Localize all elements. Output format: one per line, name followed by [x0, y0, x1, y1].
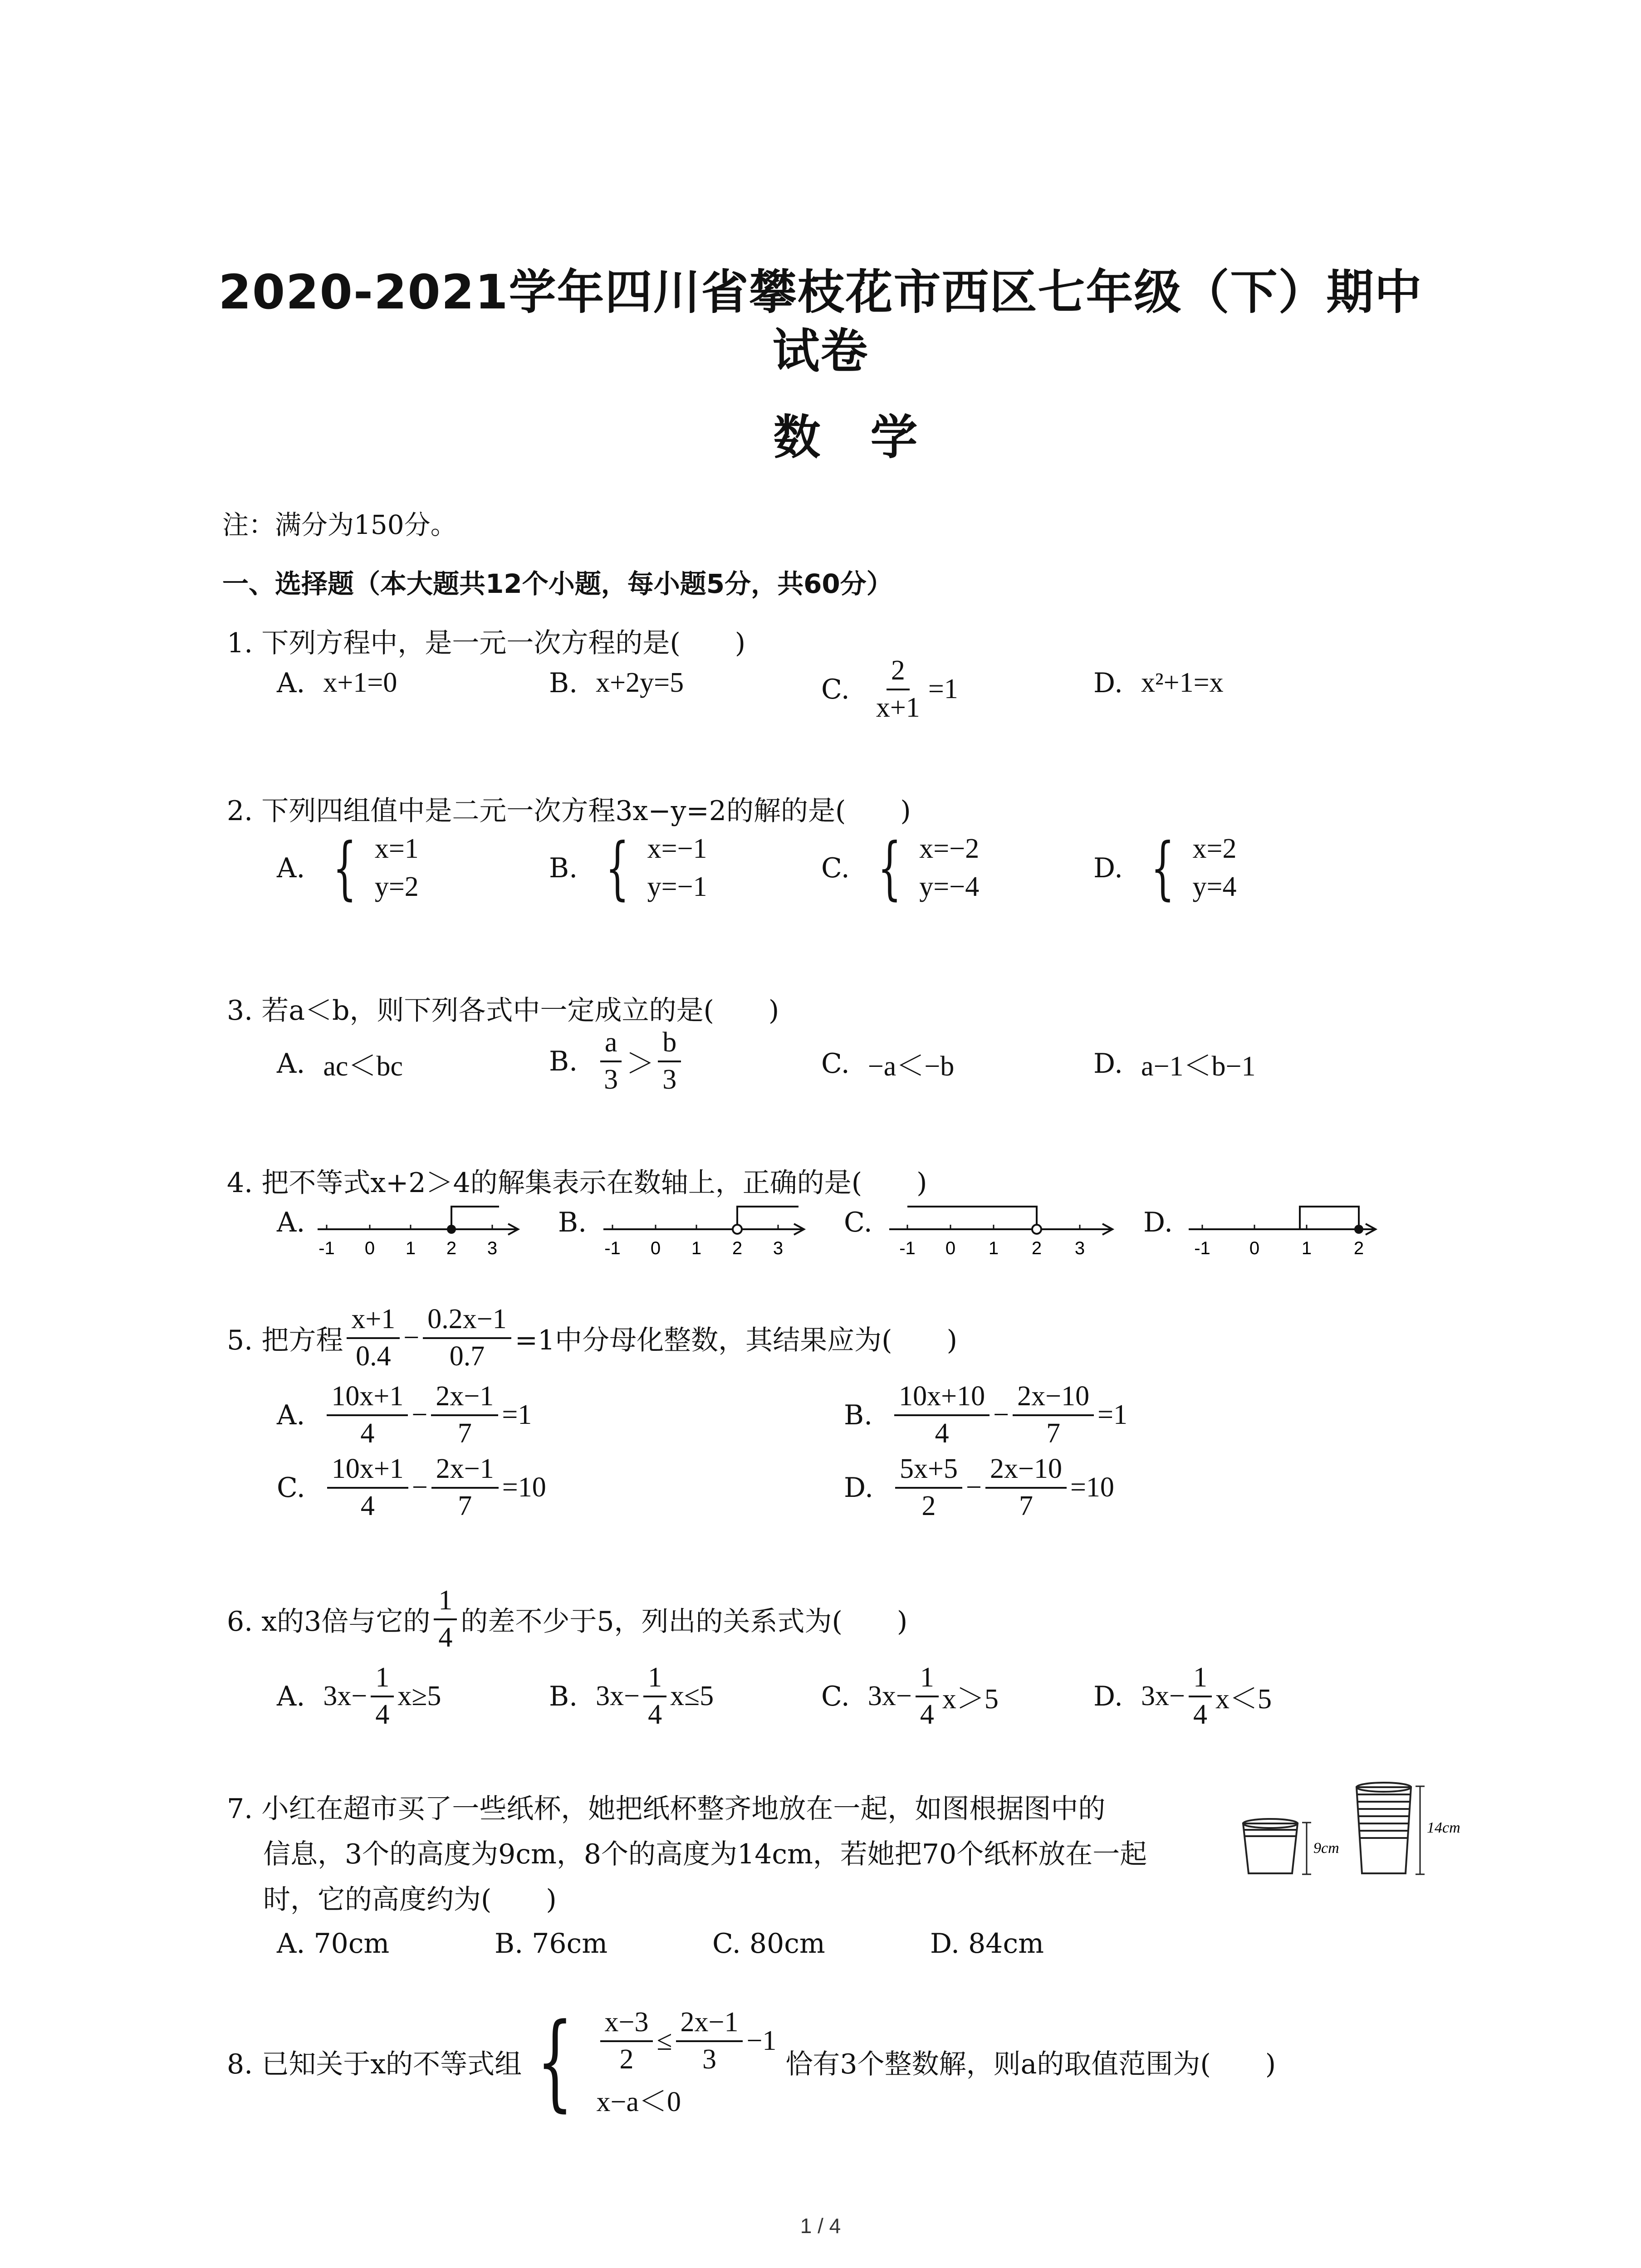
option-expression: =1	[928, 674, 958, 704]
stem-text: =1中分母化整数，其结果应为( )	[514, 1324, 957, 1356]
fraction	[676, 2005, 743, 2077]
option-expression: a−1＜b−1	[1141, 1051, 1256, 1082]
option-letter: B.	[844, 1399, 873, 1431]
brace: {	[605, 828, 630, 908]
denominator: 7	[458, 1490, 472, 1521]
option-letter: D.	[1093, 852, 1123, 884]
denominator: 4	[438, 1622, 453, 1653]
equation-system	[596, 830, 707, 906]
brace: {	[537, 2001, 573, 2122]
tick-label: 1	[988, 1238, 999, 1258]
option-letter: A.	[277, 1047, 305, 1080]
system-line: y=4	[1192, 871, 1237, 902]
question-6-stem	[227, 1583, 907, 1655]
q7-option-c[interactable]: C. 80cm	[712, 1928, 825, 1960]
q2-option-b[interactable]	[549, 830, 707, 906]
denominator: 4	[360, 1418, 375, 1449]
question-7-line-2: 信息，3个的高度为9cm，8个的高度为14cm，若她把70个纸杯放在一起	[263, 1838, 1147, 1870]
question-4-stem: 4. 把不等式x+2＞4的解集表示在数轴上，正确的是( )	[227, 1167, 927, 1199]
numerator: 10x+1	[327, 1379, 408, 1416]
option-expression: 3x−	[1141, 1681, 1185, 1711]
numerator: 2x−1	[431, 1379, 498, 1416]
fraction	[894, 1379, 989, 1451]
cup-stack-3	[1243, 1819, 1298, 1873]
tick-label: -1	[318, 1238, 335, 1258]
option-letter: D.	[1093, 1047, 1123, 1080]
denominator: 2	[921, 1490, 936, 1521]
fraction	[643, 1660, 666, 1732]
fraction	[431, 1379, 498, 1451]
minus-sign: −	[411, 1399, 428, 1430]
option-expression: x+1=0	[323, 667, 397, 698]
cup-stack-8	[1357, 1783, 1411, 1873]
option-expression: x+2y=5	[596, 667, 684, 698]
tick-label: 2	[1353, 1238, 1364, 1258]
fraction	[347, 1302, 400, 1374]
option-expression: ac＜bc	[323, 1051, 403, 1082]
question-7-line-3: 时，它的高度约为( )	[263, 1884, 557, 1916]
q5-option-b[interactable]	[844, 1379, 1127, 1451]
denominator: 4	[360, 1490, 375, 1521]
option-letter: B.	[549, 852, 578, 884]
fraction	[327, 1379, 408, 1451]
height-label-small: 9cm	[1313, 1840, 1339, 1857]
equation-system	[323, 830, 418, 906]
tick-label: 0	[650, 1238, 661, 1258]
q4-option-d-label[interactable]: D.	[1143, 1207, 1173, 1238]
denominator: 3	[702, 2043, 716, 2075]
tick-label: -1	[1194, 1238, 1210, 1258]
denominator: 7	[1046, 1418, 1061, 1449]
tick-label: -1	[604, 1238, 621, 1258]
numerator: a	[600, 1025, 622, 1062]
fraction	[916, 1660, 939, 1732]
tick-label: 3	[1074, 1238, 1085, 1258]
option-letter: A.	[277, 1680, 305, 1712]
numerator: 2x−10	[985, 1452, 1067, 1489]
numerator: 1	[371, 1660, 394, 1697]
fraction	[658, 1025, 681, 1097]
numerator: 10x+10	[894, 1379, 989, 1416]
option-letter: C.	[277, 1471, 305, 1504]
q3-option-a[interactable]	[277, 1043, 403, 1084]
fraction	[1189, 1660, 1212, 1732]
minus-sign: −	[411, 1472, 428, 1503]
q1-option-d[interactable]	[1093, 667, 1224, 699]
q1-option-b[interactable]	[549, 667, 684, 699]
option-letter: D.	[844, 1471, 874, 1504]
tick-label: 0	[364, 1238, 375, 1258]
option-expression: −a＜−b	[867, 1051, 955, 1082]
system-line: y=−4	[919, 871, 980, 902]
tick-label: 3	[487, 1238, 498, 1258]
tick-label: 1	[1301, 1238, 1312, 1258]
subject-title: 数学	[773, 410, 968, 465]
option-expression: =1	[1097, 1399, 1128, 1430]
numerator: 1	[434, 1583, 457, 1620]
equation-system	[868, 830, 979, 906]
q4-option-c-label[interactable]: C.	[844, 1207, 872, 1238]
fraction	[327, 1452, 408, 1524]
denominator: 7	[1019, 1490, 1033, 1521]
denominator: 4	[375, 1699, 390, 1730]
denominator: x+1	[876, 692, 920, 723]
system-line-1	[597, 2005, 777, 2077]
brace: {	[877, 828, 901, 908]
system-line: x=−2	[919, 833, 980, 864]
option-letter: C.	[821, 852, 850, 884]
q4-option-a-label[interactable]: A.	[277, 1207, 305, 1238]
fraction	[371, 1660, 394, 1732]
q7-option-b[interactable]: B. 76cm	[495, 1928, 608, 1960]
option-letter: B.	[549, 1045, 578, 1077]
option-letter: D.	[1093, 1680, 1123, 1712]
fraction	[600, 2005, 653, 2077]
numerator: 1	[643, 1660, 666, 1697]
numerator: 5x+5	[895, 1452, 962, 1489]
q6-option-b[interactable]	[549, 1660, 714, 1732]
system-line-2: x−a＜0	[596, 2087, 681, 2117]
question-3-stem: 3. 若a＜b，则下列各式中一定成立的是( )	[227, 995, 779, 1026]
fraction	[895, 1452, 962, 1524]
stem-text: 6. x的3倍与它的	[227, 1605, 431, 1637]
option-expression: x＜5	[1215, 1684, 1272, 1715]
tick-label: 3	[773, 1238, 784, 1258]
tick-label: 0	[945, 1238, 956, 1258]
q5-option-c[interactable]	[277, 1452, 546, 1524]
q1-option-c[interactable]	[821, 653, 958, 725]
option-expression: 3x−	[596, 1681, 640, 1711]
q2-option-c[interactable]	[821, 830, 979, 906]
tick-label: -1	[899, 1238, 916, 1258]
tick-label: 2	[446, 1238, 457, 1258]
equation-system	[1141, 830, 1236, 906]
q4-number-line-a	[309, 1193, 526, 1261]
tick-label: 1	[405, 1238, 416, 1258]
minus-sign: −	[993, 1399, 1009, 1430]
question-2-stem: 2. 下列四组值中是二元一次方程3x−y=2的解的是( )	[227, 795, 911, 827]
fraction	[872, 653, 925, 725]
q3-option-b[interactable]	[549, 1025, 685, 1097]
option-letter: C.	[821, 1680, 850, 1712]
score-note: 注：满分为150分。	[222, 509, 457, 540]
question-5-stem	[227, 1302, 957, 1374]
option-letter: C.	[821, 673, 850, 705]
option-expression: x＞5	[942, 1684, 999, 1715]
title-line-2: 试卷	[772, 323, 869, 379]
q3-option-c[interactable]	[821, 1043, 954, 1084]
q1-option-a[interactable]	[277, 667, 397, 699]
denominator: 3	[604, 1064, 618, 1095]
q3-option-d[interactable]	[1093, 1043, 1256, 1084]
denominator: 7	[457, 1418, 472, 1449]
q6-option-d[interactable]	[1093, 1660, 1272, 1732]
stem-text: 的差不少于5，列出的关系式为( )	[460, 1605, 908, 1637]
q2-option-d[interactable]	[1093, 830, 1236, 906]
brace: {	[1151, 828, 1175, 908]
tick-label: 2	[1031, 1238, 1042, 1258]
q4-number-line-c	[880, 1193, 1121, 1261]
minus-sign: −	[403, 1322, 420, 1353]
numerator: x−3	[600, 2005, 653, 2042]
denominator: 3	[662, 1064, 677, 1095]
option-letter: D.	[1093, 667, 1123, 699]
numerator: 10x+1	[327, 1452, 408, 1489]
option-expression: x≥5	[397, 1681, 441, 1711]
numerator: 2x−1	[431, 1452, 499, 1489]
q4-number-line-b	[594, 1193, 812, 1261]
numerator: b	[658, 1025, 681, 1062]
option-letter: A.	[277, 1399, 305, 1431]
option-letter: B.	[549, 667, 578, 699]
stem-text: 5. 把方程	[227, 1324, 343, 1356]
stem-text: 8. 已知关于x的不等式组	[227, 2048, 522, 2080]
stem-text: 恰有3个整数解，则a的取值范围为( )	[785, 2048, 1276, 2080]
brace: {	[333, 828, 357, 908]
fraction	[599, 1025, 622, 1097]
inequality-system	[522, 2001, 777, 2122]
numerator: 2	[887, 653, 910, 690]
option-expression: =10	[1070, 1472, 1114, 1503]
option-letter: B.	[549, 1680, 578, 1712]
question-7-line-1: 7. 小红在超市买了一些纸杯，她把纸杯整齐地放在一起，如图根据图中的	[227, 1793, 1106, 1825]
q4-number-line-d	[1180, 1193, 1384, 1261]
tick-label: 2	[732, 1238, 743, 1258]
section-heading: 一、选择题（本大题共12个小题，每小题5分，共60分）	[222, 568, 893, 599]
system-line: y=−1	[647, 871, 707, 902]
question-8-stem	[227, 2001, 1276, 2122]
q6-option-a[interactable]	[277, 1660, 441, 1732]
option-letter: A.	[277, 852, 305, 884]
fraction	[423, 1302, 511, 1374]
height-label-big: 14cm	[1427, 1819, 1460, 1836]
denominator: 4	[648, 1699, 662, 1730]
denominator: 4	[1193, 1699, 1208, 1730]
question-1-stem: 1. 下列方程中，是一元一次方程的是( )	[227, 627, 746, 659]
option-expression: 3x−	[867, 1681, 912, 1711]
tick-label: 1	[691, 1238, 702, 1258]
option-expression: x≤5	[670, 1681, 714, 1711]
option-expression: =1	[502, 1399, 532, 1430]
q2-option-a[interactable]	[277, 830, 419, 906]
option-expression: 3x−	[323, 1681, 367, 1711]
numerator: x+1	[347, 1302, 400, 1339]
denominator: 0.4	[356, 1340, 391, 1372]
q6-option-c[interactable]	[821, 1660, 999, 1732]
denominator: 0.7	[449, 1340, 485, 1372]
system-line: x=2	[1192, 833, 1237, 864]
numerator: 1	[1189, 1660, 1212, 1697]
numerator: 2x−1	[676, 2005, 743, 2042]
fraction	[985, 1452, 1067, 1524]
minus-sign: −	[966, 1472, 982, 1503]
paper-cups-figure	[1234, 1769, 1461, 1914]
option-expression: x²+1=x	[1141, 667, 1224, 698]
numerator: 2x−10	[1013, 1379, 1094, 1416]
fraction	[434, 1583, 457, 1655]
fraction	[1013, 1379, 1094, 1451]
option-letter: C.	[821, 1047, 850, 1080]
option-expression: =10	[502, 1472, 546, 1503]
page-number: 1 / 4	[800, 2214, 841, 2238]
q7-option-d[interactable]: D. 84cm	[930, 1928, 1044, 1960]
denominator: 4	[935, 1418, 949, 1449]
comparison-sign: ＞	[626, 1049, 655, 1080]
q5-option-a[interactable]	[277, 1379, 532, 1451]
denominator: 2	[619, 2043, 634, 2075]
title-line-1: 2020-2021学年四川省攀枝花市西区七年级（下）期中	[218, 264, 1423, 320]
q7-option-a[interactable]: A. 70cm	[277, 1928, 390, 1960]
comparison-sign: ≤	[656, 2025, 672, 2057]
fraction	[431, 1452, 499, 1524]
tick-label: 0	[1249, 1238, 1260, 1258]
denominator: 4	[920, 1699, 934, 1730]
q5-option-d[interactable]	[844, 1452, 1114, 1524]
numerator: 0.2x−1	[423, 1302, 511, 1339]
numerator: 1	[916, 1660, 939, 1697]
system-line: x=1	[374, 833, 419, 864]
option-expression: −1	[746, 2025, 777, 2057]
option-letter: A.	[277, 667, 305, 699]
system-line: y=2	[374, 871, 419, 902]
system-line: x=−1	[647, 833, 707, 864]
q4-option-b-label[interactable]: B.	[558, 1207, 587, 1238]
